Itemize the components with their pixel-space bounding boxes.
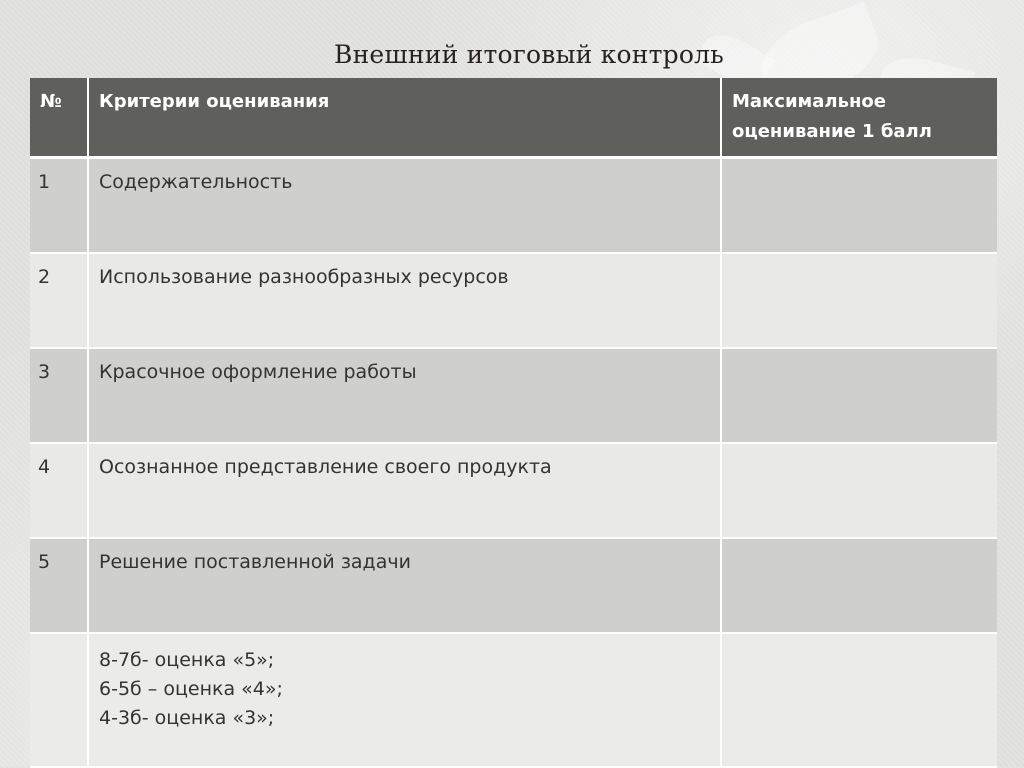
table-header-row (30, 78, 997, 158)
row-criterion: Решение поставленной задачи (88, 538, 721, 633)
row-criterion: Красочное оформление работы (88, 348, 721, 443)
table-row (30, 538, 997, 633)
header-max-score-line2: оценивание 1 балл (732, 121, 932, 142)
grading-line-3: 4-3б- оценка «3»; (99, 707, 275, 729)
row-score (721, 348, 997, 443)
header-max-score (721, 78, 997, 158)
grading-line-4: 6-5б – оценка «4»; (99, 678, 283, 700)
row-number: 4 (30, 443, 88, 538)
row-criterion: Использование разнообразных ресурсов (88, 253, 721, 348)
table-row (30, 348, 997, 443)
grading-number-cell (30, 633, 88, 767)
row-number: 3 (30, 348, 88, 443)
row-criterion: Осознанное представление своего продукта (88, 443, 721, 538)
table-row (30, 443, 997, 538)
grading-line-5: 8-7б- оценка «5»; (99, 649, 275, 671)
header-number: № (30, 78, 88, 158)
table-row (30, 158, 997, 254)
criteria-table (30, 78, 997, 768)
row-number: 2 (30, 253, 88, 348)
slide-title: Внешний итоговый контроль (334, 40, 724, 69)
header-criteria: Критерии оценивания (88, 78, 721, 158)
table-row (30, 253, 997, 348)
header-max-score-line1: Максимальное (732, 91, 886, 112)
row-score (721, 443, 997, 538)
row-score (721, 253, 997, 348)
row-score (721, 538, 997, 633)
row-criterion: Содержательность (88, 158, 721, 254)
grading-scale (88, 633, 721, 767)
row-number: 1 (30, 158, 88, 254)
row-number: 5 (30, 538, 88, 633)
grading-row (30, 633, 997, 767)
grading-score-cell (721, 633, 997, 767)
row-score (721, 158, 997, 254)
